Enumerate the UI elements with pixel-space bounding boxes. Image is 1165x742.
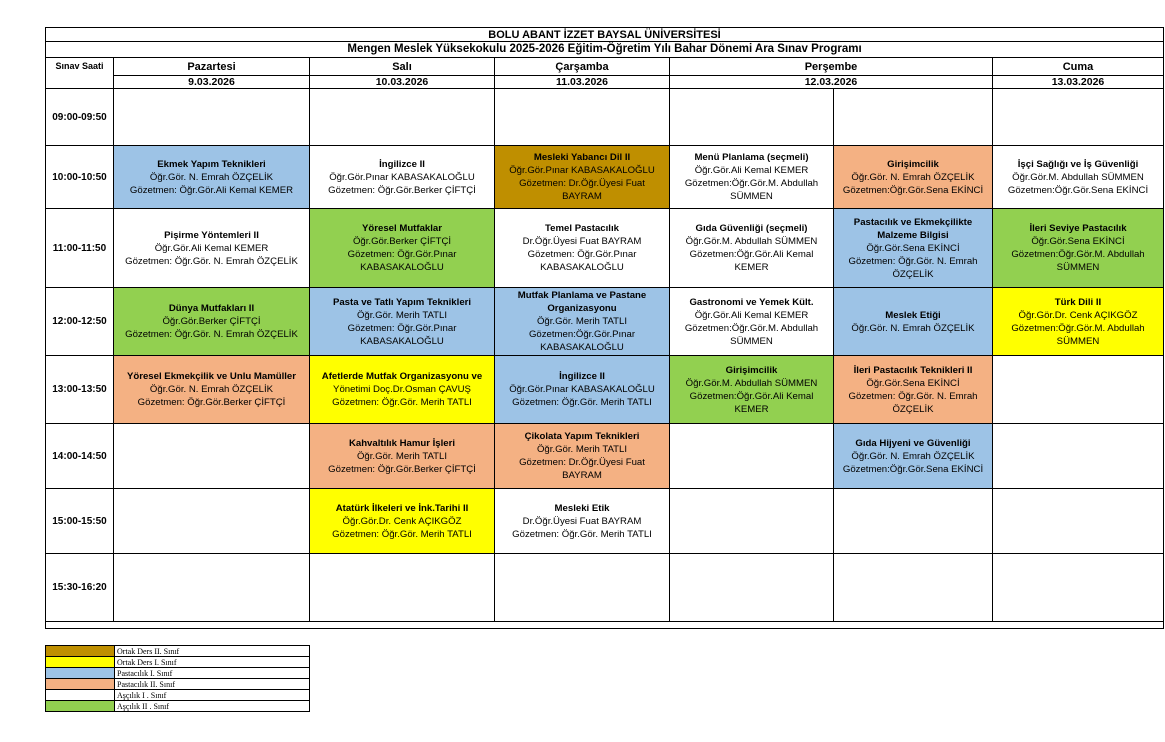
exam-detail: Öğr.Gör.M. Abdullah SÜMMEN <box>685 236 818 247</box>
exam-detail: Gözetmen: Dr.Öğr.Üyesi Fuat <box>519 457 645 468</box>
legend-swatch <box>46 690 115 701</box>
day-header-monday: Pazartesi <box>114 58 310 76</box>
time-slot-label: 09:00-09:50 <box>46 89 114 146</box>
empty-cell <box>670 554 834 622</box>
empty-cell <box>834 554 993 622</box>
exam-detail: Öğr.Gör.Sena EKİNCİ <box>1031 236 1125 247</box>
exam-detail: Öğr.Gör.Pınar KABASAKALOĞLU <box>509 165 655 176</box>
exam-detail: Öğr.Gör.Ali Kemal KEMER <box>154 242 269 254</box>
exam-detail: Öğr.Gör. N. Emrah ÖZÇELİK <box>851 171 975 183</box>
course-name: Dünya Mutfakları II <box>168 303 255 314</box>
exam-cell <box>310 209 495 288</box>
exam-cell <box>310 356 495 424</box>
exam-detail: Gözetmen: Öğr.Gör.Berker ÇİFTÇİ <box>137 397 286 408</box>
date-thursday: 12.03.2026 <box>670 76 993 89</box>
exam-cell <box>495 288 670 356</box>
course-name: Mesleki Yabancı Dil II <box>533 152 631 163</box>
course-name: Malzeme Bilgisi <box>877 229 949 241</box>
day-header-thursday: Perşembe <box>670 58 993 76</box>
exam-detail: Öğr.Gör.Pınar KABASAKALOĞLU <box>329 171 475 183</box>
exam-detail: Gözetmen:Öğr.Gör.M. Abdullah <box>1011 322 1145 334</box>
exam-detail: Gözetmen:Öğr.Gör.Ali Kemal <box>689 390 814 402</box>
exam-cell <box>114 146 310 209</box>
empty-cell <box>495 554 670 622</box>
course-name: Girişimcilik <box>887 158 939 170</box>
course-name: Pastacılık ve Ekmekçilikte <box>853 216 973 228</box>
empty-cell <box>310 89 495 146</box>
university-title: BOLU ABANT İZZET BAYSAL ÜNİVERSİTESİ <box>46 28 1164 42</box>
exam-detail: Öğr.Gör. N. Emrah ÖZÇELİK <box>149 171 274 183</box>
exam-cell <box>670 288 834 356</box>
exam-detail: Gözetmen:Öğr.Gör.Sena EKİNCİ <box>1007 184 1149 196</box>
course-name: İleri Seviye Pastacılık <box>1029 223 1127 234</box>
course-name: Yöresel Mutfaklar <box>362 223 442 234</box>
exam-detail: Gözetmen: Öğr.Gör. N. Emrah ÖZÇELİK <box>125 329 298 340</box>
legend-label: Ortak Ders II. Sınıf <box>115 646 310 657</box>
exam-detail: KABASAKALOĞLU <box>540 342 624 353</box>
legend-swatch <box>46 679 115 690</box>
exam-detail: Gözetmen: Öğr.Gör.Berker ÇİFTÇİ <box>328 184 476 196</box>
exam-detail: BAYRAM <box>562 470 602 481</box>
exam-detail: Gözetmen:Öğr.Gör.M. Abdullah <box>684 178 819 189</box>
legend-swatch <box>46 657 115 668</box>
exam-detail: KABASAKALOĞLU <box>360 335 444 347</box>
exam-detail: ÖZÇELİK <box>892 403 934 415</box>
empty-cell <box>114 89 310 146</box>
course-name: İleri Pastacılık Teknikleri II <box>853 364 973 376</box>
exam-cell <box>993 288 1164 356</box>
course-name: İngilizce II <box>379 158 425 170</box>
exam-detail: Gözetmen: Öğr.Gör.Pınar <box>347 249 457 260</box>
exam-cell <box>495 424 670 489</box>
exam-detail: Öğr.Gör.Ali Kemal KEMER <box>694 309 809 321</box>
exam-cell <box>495 356 670 424</box>
empty-cell <box>993 424 1164 489</box>
exam-detail: Gözetmen:Öğr.Gör.Sena EKİNCİ <box>842 184 984 196</box>
exam-detail: Öğr.Gör.Sena EKİNCİ <box>866 242 960 254</box>
exam-detail: Öğr.Gör.Berker ÇİFTÇİ <box>352 236 452 247</box>
course-name: Girişimcilik <box>725 364 778 376</box>
empty-cell <box>310 554 495 622</box>
course-name: Gastronomi ve Yemek Kült. <box>689 296 814 308</box>
course-name: Kahvaltılık Hamur İşleri <box>348 437 456 449</box>
exam-detail: SÜMMEN <box>730 335 773 347</box>
exam-detail: Gözetmen: Öğr.Gör. N. Emrah <box>848 390 978 402</box>
exam-cell <box>495 489 670 554</box>
exam-cell <box>834 356 993 424</box>
exam-detail: Yönetimi Doç.Dr.Osman ÇAVUŞ <box>333 384 471 395</box>
empty-cell <box>670 89 834 146</box>
exam-detail: Gözetmen: Öğr.Gör.Berker ÇİFTÇİ <box>328 463 476 475</box>
legend-label: Pastacılık I. Sınıf <box>115 668 310 679</box>
time-slot-row <box>46 146 1164 209</box>
exam-detail: Gözetmen: Öğr.Gör. Merih TATLI <box>512 397 652 408</box>
day-header-tuesday: Salı <box>310 58 495 76</box>
empty-cell <box>993 89 1164 146</box>
empty-cell <box>993 356 1164 424</box>
exam-detail: KEMER <box>734 262 769 273</box>
course-name: Gıda Hijyeni ve Güvenliği <box>855 437 971 449</box>
time-slot-row <box>46 356 1164 424</box>
exam-cell <box>834 288 993 356</box>
exam-detail: Dr.Öğr.Üyesi Fuat BAYRAM <box>522 515 642 527</box>
course-name: Yöresel Ekmekçilik ve Unlu Mamüller <box>126 371 297 382</box>
exam-detail: BAYRAM <box>562 191 602 202</box>
course-name: Türk Dili II <box>1054 296 1102 308</box>
exam-detail: Gözetmen:Öğr.Gör.M. Abdullah <box>1011 249 1145 260</box>
time-slot-row <box>46 554 1164 622</box>
exam-cell <box>834 209 993 288</box>
color-legend <box>45 645 310 712</box>
table-footer <box>46 622 1164 629</box>
time-slot-row <box>46 89 1164 146</box>
exam-cell <box>114 209 310 288</box>
exam-detail: Öğr.Gör. Merih TATLI <box>536 316 628 327</box>
time-slot-row <box>46 424 1164 489</box>
exam-cell <box>495 146 670 209</box>
date-tuesday: 10.03.2026 <box>310 76 495 89</box>
exam-detail: Öğr.Gör.Ali Kemal KEMER <box>694 165 809 176</box>
course-name: Çikolata Yapım Teknikleri <box>524 431 640 442</box>
exam-detail: Gözetmen: Öğr.Gör.Pınar <box>527 249 637 260</box>
exam-detail: Gözetmen: Öğr.Gör. Merih TATLI <box>512 528 652 540</box>
empty-cell <box>114 554 310 622</box>
exam-detail: Öğr.Gör.Dr. Cenk AÇIKGÖZ <box>1018 309 1138 321</box>
exam-detail: Öğr.Gör.Pınar KABASAKALOĞLU <box>509 384 655 395</box>
exam-cell <box>495 209 670 288</box>
legend-label: Aşçılık II . Sınıf <box>115 701 310 712</box>
course-name: Ekmek Yapım Teknikleri <box>157 158 266 170</box>
exam-detail: Öğr.Gör. Merih TATLI <box>536 444 628 455</box>
exam-cell <box>310 489 495 554</box>
legend-swatch <box>46 701 115 712</box>
exam-detail: KABASAKALOĞLU <box>540 262 624 273</box>
empty-cell <box>993 554 1164 622</box>
course-name: Pişirme Yöntemleri II <box>164 229 259 241</box>
time-slot-label: 10:00-10:50 <box>46 146 114 209</box>
exam-detail: Gözetmen:Öğr.Gör.Sena EKİNCİ <box>842 463 984 475</box>
empty-cell <box>670 424 834 489</box>
legend-item <box>46 679 310 690</box>
exam-detail: Gözetmen: Öğr.Gör. N. Emrah ÖZÇELİK <box>125 255 298 267</box>
exam-cell <box>834 424 993 489</box>
legend-item <box>46 668 310 679</box>
empty-cell <box>993 489 1164 554</box>
exam-detail: Gözetmen: Öğr.Gör.Pınar <box>347 322 457 334</box>
time-slot-label: 12:00-12:50 <box>46 288 114 356</box>
exam-cell <box>310 424 495 489</box>
exam-detail: Dr.Öğr.Üyesi Fuat BAYRAM <box>522 236 642 247</box>
exam-cell <box>310 146 495 209</box>
exam-detail: Gözetmen: Öğr.Gör.Ali Kemal KEMER <box>129 184 294 196</box>
exam-detail: Gözetmen:Öğr.Gör.M. Abdullah <box>684 322 819 334</box>
course-name: Temel Pastacılık <box>545 223 619 234</box>
date-wednesday: 11.03.2026 <box>495 76 670 89</box>
empty-cell <box>114 424 310 489</box>
course-name: İngilizce II <box>559 371 605 382</box>
legend-item <box>46 690 310 701</box>
legend-item <box>46 646 310 657</box>
legend-swatch <box>46 646 115 657</box>
course-name: Menü Planlama (seçmeli) <box>694 152 809 163</box>
empty-cell <box>670 489 834 554</box>
exam-detail: Öğr.Gör.Berker ÇİFTÇİ <box>162 316 261 327</box>
time-slot-label: 15:30-16:20 <box>46 554 114 622</box>
time-slot-label: 14:00-14:50 <box>46 424 114 489</box>
exam-schedule-table <box>45 27 1164 629</box>
empty-cell <box>114 489 310 554</box>
legend-item <box>46 657 310 668</box>
date-friday: 13.03.2026 <box>993 76 1164 89</box>
date-monday: 9.03.2026 <box>114 76 310 89</box>
time-column-header: Sınav Saati <box>46 58 114 89</box>
exam-detail: ÖZÇELİK <box>892 268 934 280</box>
exam-cell <box>834 146 993 209</box>
time-slot-label: 15:00-15:50 <box>46 489 114 554</box>
exam-detail: Öğr.Gör. Merih TATLI <box>356 309 448 321</box>
course-name: Atatürk İlkeleri ve İnk.Tarihi II <box>335 502 469 514</box>
legend-item <box>46 701 310 712</box>
time-slot-row <box>46 209 1164 288</box>
exam-detail: Gözetmen:Öğr.Gör.Ali Kemal <box>689 249 814 260</box>
exam-detail: KABASAKALOĞLU <box>360 262 444 273</box>
course-name: Organizasyonu <box>547 303 617 314</box>
exam-cell <box>114 288 310 356</box>
course-name: Pasta ve Tatlı Yapım Teknikleri <box>332 296 472 308</box>
exam-detail: SÜMMEN <box>1056 335 1100 347</box>
course-name: İşçi Sağlığı ve İş Güvenliği <box>1017 158 1139 170</box>
day-header-friday: Cuma <box>993 58 1164 76</box>
exam-cell <box>670 146 834 209</box>
exam-cell <box>993 146 1164 209</box>
legend-label: Aşçılık I . Sınıf <box>115 690 310 701</box>
exam-detail: Öğr.Gör.Dr. Cenk AÇIKGÖZ <box>342 515 462 527</box>
course-name: Afetlerde Mutfak Organizasyonu ve <box>321 371 483 382</box>
table-footer-row <box>46 622 1164 629</box>
legend-label: Ortak Ders I. Sınıf <box>115 657 310 668</box>
exam-cell <box>114 356 310 424</box>
exam-cell <box>670 356 834 424</box>
exam-detail: Öğr.Gör. N. Emrah ÖZÇELİK <box>851 322 975 334</box>
exam-detail: Öğr.Gör. Merih TATLI <box>356 450 448 462</box>
exam-detail: Gözetmen: Öğr.Gör. Merih TATLI <box>332 397 472 408</box>
empty-cell <box>495 89 670 146</box>
exam-detail: Öğr.Gör. N. Emrah ÖZÇELİK <box>851 450 975 462</box>
exam-detail: Öğr.Gör.M. Abdullah SÜMMEN <box>685 377 818 389</box>
exam-detail: KEMER <box>734 403 769 415</box>
time-slot-label: 13:00-13:50 <box>46 356 114 424</box>
time-slot-row <box>46 489 1164 554</box>
time-slot-row <box>46 288 1164 356</box>
exam-detail: Gözetmen: Dr.Öğr.Üyesi Fuat <box>519 178 645 189</box>
exam-cell <box>670 209 834 288</box>
exam-detail: Gözetmen: Öğr.Gör. N. Emrah <box>848 255 978 267</box>
exam-detail: SÜMMEN <box>730 191 773 202</box>
course-name: Gıda Güvenliği (seçmeli) <box>695 223 808 234</box>
empty-cell <box>834 89 993 146</box>
time-slot-label: 11:00-11:50 <box>46 209 114 288</box>
course-name: Meslek Etiği <box>885 309 941 321</box>
exam-detail: Öğr.Gör.M. Abdullah SÜMMEN <box>1012 171 1144 183</box>
course-name: Mutfak Planlama ve Pastane <box>517 290 647 301</box>
legend-label: Pastacılık II. Sınıf <box>115 679 310 690</box>
legend-swatch <box>46 668 115 679</box>
exam-cell <box>310 288 495 356</box>
exam-cell <box>993 209 1164 288</box>
day-header-wednesday: Çarşamba <box>495 58 670 76</box>
empty-cell <box>834 489 993 554</box>
course-name: Mesleki Etik <box>554 502 610 514</box>
program-title: Mengen Meslek Yüksekokulu 2025-2026 Eğitim-Öğretim Yılı Bahar Dönemi Ara Sınav Programı <box>46 42 1164 58</box>
exam-detail: Gözetmen: Öğr.Gör. Merih TATLI <box>332 528 472 540</box>
exam-detail: SÜMMEN <box>1056 262 1100 273</box>
exam-detail: Öğr.Gör.Sena EKİNCİ <box>866 377 960 389</box>
exam-detail: Gözetmen:Öğr.Gör.Pınar <box>528 329 636 340</box>
exam-detail: Öğr.Gör. N. Emrah ÖZÇELİK <box>149 384 274 395</box>
